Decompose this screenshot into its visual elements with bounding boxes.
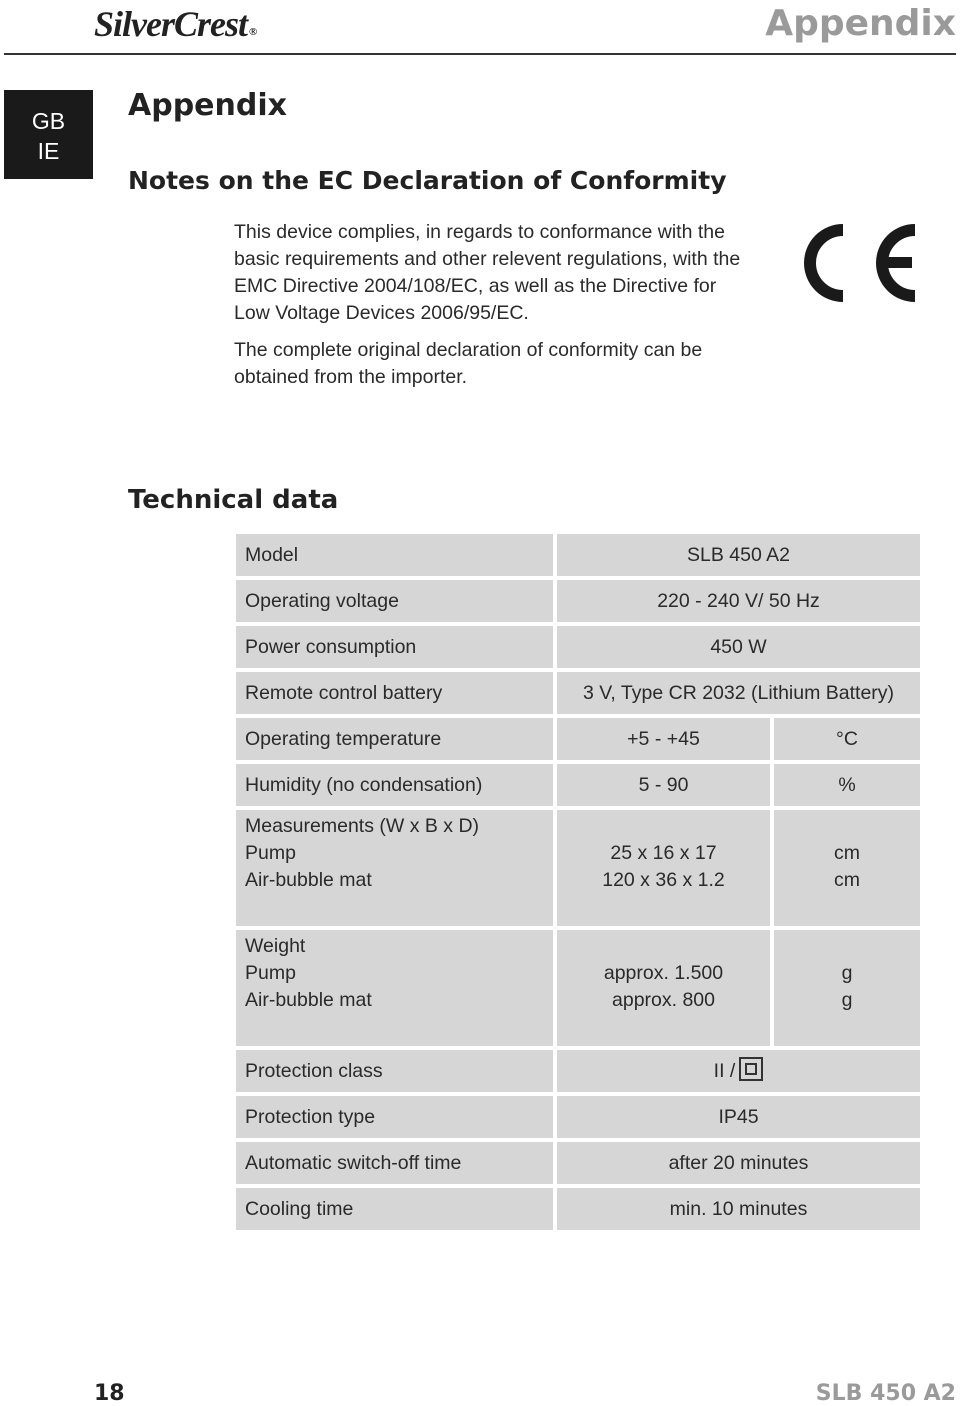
weight-label: Weight [245, 935, 306, 957]
importer-paragraph: The complete original declaration of conformity can be obtained from the importer. [234, 339, 703, 388]
table-row-measurements [236, 810, 920, 930]
measurements-label: Measurements (W x B x D) [245, 815, 480, 837]
measurements-mat-label: Air-bubble mat [245, 869, 372, 891]
measurements-mat-unit: cm [834, 869, 860, 891]
page-title: Appendix [128, 88, 287, 123]
row-label: Model [236, 534, 557, 580]
row-unit: % [774, 764, 920, 810]
weight-mat-unit: g [841, 989, 853, 1011]
table-row-cooling-time [236, 1188, 920, 1234]
table-row-weight [236, 930, 920, 1050]
weight-mat-value: approx. 800 [612, 989, 715, 1011]
technical-data-table [236, 534, 920, 1234]
measurements-pump-value: 25 x 16 x 17 [610, 842, 717, 864]
row-value: IP45 [557, 1096, 920, 1142]
table-row-operating-voltage [236, 580, 920, 626]
row-label: Operating temperature [236, 718, 557, 764]
row-label: Power consumption [236, 626, 557, 672]
row-value: SLB 450 A2 [557, 534, 920, 580]
language-badge [4, 90, 93, 179]
language-code-gb: GB [31, 108, 66, 134]
table-row-operating-temperature [236, 718, 920, 764]
weight-pump-value: approx. 1.500 [603, 962, 724, 984]
section-heading-technical-data: Technical data [128, 485, 339, 515]
table-row-protection-class [236, 1050, 920, 1096]
row-value: 450 W [557, 626, 920, 672]
row-value [557, 930, 774, 1050]
row-label: Operating voltage [236, 580, 557, 626]
row-value: min. 10 minutes [557, 1188, 920, 1234]
table-row-remote-battery [236, 672, 920, 718]
page-number: 18 [94, 1381, 125, 1406]
protection-class-ii-icon [739, 1057, 763, 1081]
measurements-pump-label: Pump [245, 842, 296, 864]
weight-pump-label: Pump [245, 962, 296, 984]
header-section-title: Appendix [765, 3, 956, 44]
row-value: 3 V, Type CR 2032 (Lithium Battery) [557, 672, 920, 718]
section-heading-ec-declaration: Notes on the EC Declaration of Conformity [128, 166, 727, 195]
row-label: Cooling time [236, 1188, 557, 1234]
table-row-switch-off-time [236, 1142, 920, 1188]
header-divider [4, 53, 956, 55]
row-unit [774, 810, 920, 930]
row-label [236, 810, 557, 930]
measurements-mat-value: 120 x 36 x 1.2 [602, 869, 725, 891]
row-value: 220 - 240 V/ 50 Hz [557, 580, 920, 626]
row-value [557, 1050, 920, 1096]
row-label: Protection class [236, 1050, 557, 1096]
row-label [236, 930, 557, 1050]
language-code-ie: IE [37, 138, 60, 164]
row-value: 5 - 90 [557, 764, 774, 810]
weight-pump-unit: g [841, 962, 853, 984]
measurements-pump-unit: cm [834, 842, 860, 864]
table-row-power-consumption [236, 626, 920, 672]
table-row-protection-type [236, 1096, 920, 1142]
row-value: +5 - +45 [557, 718, 774, 764]
row-unit [774, 930, 920, 1050]
brand-logo: SilverCrest ® [94, 4, 257, 44]
table-row-model [236, 534, 920, 580]
protection-class-value: II / [713, 1059, 736, 1082]
table-row-humidity [236, 764, 920, 810]
row-label: Humidity (no condensation) [236, 764, 557, 810]
weight-mat-label: Air-bubble mat [245, 989, 372, 1011]
row-value: after 20 minutes [557, 1142, 920, 1188]
row-label: Automatic switch-off time [236, 1142, 557, 1188]
row-label: Remote control battery [236, 672, 557, 718]
ce-mark-icon [803, 222, 920, 304]
row-unit: °C [774, 718, 920, 764]
row-label: Protection type [236, 1096, 557, 1142]
footer-model-name: SLB 450 A2 [815, 1381, 956, 1406]
conformity-paragraph: This device complies, in regards to conformance with the basic requirements and other relevent regulations, with the EMC Directive 2004/108/EC, as well as the Directive for Low Voltage Devices 2006/95/EC. [234, 221, 741, 324]
row-value [557, 810, 774, 930]
